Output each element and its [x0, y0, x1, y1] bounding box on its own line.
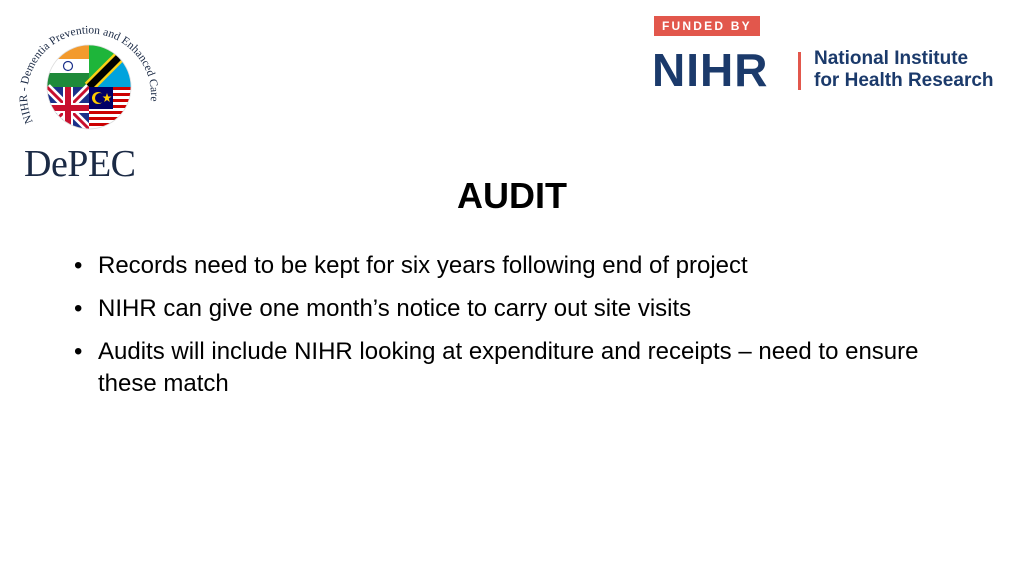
funded-by-badge: FUNDED BY: [654, 16, 760, 36]
bullet-text: NIHR can give one month’s notice to carry out site visits: [98, 295, 692, 322]
bullet-text: Audits will include NIHR looking at expenditure and receipts – need to ensure these match: [98, 338, 919, 397]
nihr-full-name: [814, 48, 1014, 92]
nihr-divider: [798, 52, 801, 90]
nihr-name-line-2: for Health Research: [814, 70, 994, 91]
nihr-name-line-1: National Institute: [814, 48, 969, 69]
nihr-wordmark: NIHR: [652, 44, 769, 96]
india-flag-icon: [47, 45, 89, 87]
bullet-dot-icon: •: [74, 338, 83, 365]
depec-ring-text: NIHR - Dementia Prevention and Enhanced Care: [17, 24, 161, 126]
uk-flag-icon: [47, 87, 89, 129]
bullet-dot-icon: •: [74, 295, 83, 322]
depec-wordmark: DePEC: [24, 143, 136, 185]
bullet-item: [74, 250, 974, 282]
bullet-item: [74, 336, 974, 400]
depec-emblem: [14, 12, 164, 152]
bullet-item: [74, 293, 974, 325]
bullet-dot-icon: •: [74, 252, 83, 279]
slide-title: AUDIT: [457, 175, 567, 216]
depec-logo: [14, 12, 164, 185]
tanzania-flag-icon: [89, 45, 131, 87]
malaysia-flag-icon: [89, 87, 131, 129]
nihr-logo: [652, 16, 1012, 96]
bullet-text: Records need to be kept for six years following end of project: [98, 252, 748, 279]
bullet-list: [74, 250, 974, 411]
